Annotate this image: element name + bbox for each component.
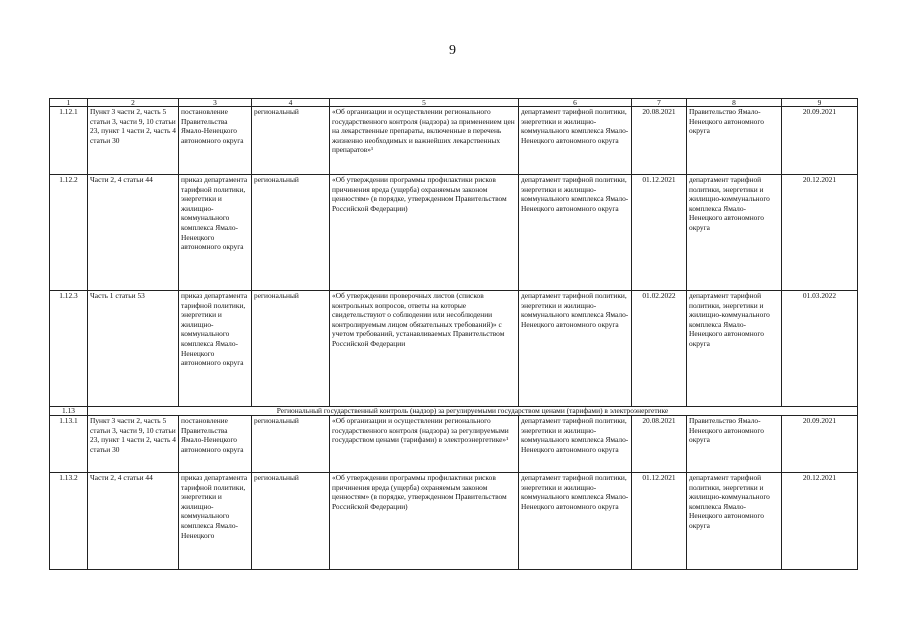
header-row: [50, 99, 858, 107]
submit-date: 01.12.2021: [632, 473, 687, 570]
table-row: [50, 107, 858, 175]
act-type: приказ департамента тарифной политики, энергетики и жилищно-коммунального комплекса Ямало-Ненецкого автономного округа: [179, 175, 252, 291]
approver: Правительство Ямало-Ненецкого автономного округа: [687, 107, 782, 175]
col-header: 1: [50, 99, 88, 107]
submit-date: 01.12.2021: [632, 175, 687, 291]
col-header: 6: [519, 99, 632, 107]
section-title: Региональный государственный контроль (надзор) за регулируемыми государством ценами (тарифами) в электроэнергетике: [88, 407, 858, 416]
act-title: «Об организации и осуществлении регионального государственного контроля (надзора) за применением цен на лекарственные препараты, включенные в перечень жизненно необходимых и важнейших лекарственных препаратов»¹: [330, 107, 519, 175]
row-number: 1.13.2: [50, 473, 88, 570]
legal-basis: Пункт 3 части 2, часть 5 статьи 3, части 9, 10 статьи 23, пункт 1 части 2, часть 4 статьи 30: [88, 416, 179, 473]
developer: департамент тарифной политики, энергетики и жилищно-коммунального комплекса Ямало-Ненецкого автономного округа: [519, 175, 632, 291]
adopt-date: 20.12.2021: [782, 473, 858, 570]
row-number: 1.12.1: [50, 107, 88, 175]
legal-basis: Части 2, 4 статьи 44: [88, 473, 179, 570]
legal-basis: Части 2, 4 статьи 44: [88, 175, 179, 291]
table-row: [50, 175, 858, 291]
approver: Правительство Ямало-Ненецкого автономного округа: [687, 416, 782, 473]
approver: департамент тарифной политики, энергетики и жилищно-коммунального комплекса Ямало-Ненецкого автономного округа: [687, 291, 782, 407]
regulation-table: [49, 98, 858, 570]
act-level: региональный: [252, 416, 330, 473]
legal-basis: Пункт 3 части 2, часть 5 статьи 3, части 9, 10 статьи 23, пункт 1 части 2, часть 4 статьи 30: [88, 107, 179, 175]
submit-date: 01.02.2022: [632, 291, 687, 407]
col-header: 4: [252, 99, 330, 107]
col-header: 8: [687, 99, 782, 107]
approver: департамент тарифной политики, энергетики и жилищно-коммунального комплекса Ямало-Ненецкого автономного округа: [687, 175, 782, 291]
act-title: «Об утверждении программы профилактики рисков причинения вреда (ущерба) охраняемым законом ценностям» (в порядке, утвержденном Правительством Российской Федерации): [330, 473, 519, 570]
act-type: приказ департамента тарифной политики, энергетики и жилищно-коммунального комплекса Ямало-Ненецкого автономного округа: [179, 291, 252, 407]
col-header: 3: [179, 99, 252, 107]
adopt-date: 01.03.2022: [782, 291, 858, 407]
col-header: 7: [632, 99, 687, 107]
row-number: 1.12.3: [50, 291, 88, 407]
table-row: [50, 473, 858, 570]
legal-basis: Часть 1 статьи 53: [88, 291, 179, 407]
table-row: [50, 291, 858, 407]
row-number: 1.12.2: [50, 175, 88, 291]
act-title: «Об утверждении проверочных листов (списков контрольных вопросов, ответы на которые свидетельствуют о соблюдении или несоблюдении контролируемым лицом обязательных требований)» с учетом требований, устанавливаемых Правительством Российской Федерации: [330, 291, 519, 407]
submit-date: 20.08.2021: [632, 107, 687, 175]
act-level: региональный: [252, 107, 330, 175]
developer: департамент тарифной политики, энергетики и жилищно-коммунального комплекса Ямало-Ненецкого автономного округа: [519, 107, 632, 175]
col-header: 9: [782, 99, 858, 107]
developer: департамент тарифной политики, энергетики и жилищно-коммунального комплекса Ямало-Ненецкого автономного округа: [519, 416, 632, 473]
act-level: региональный: [252, 291, 330, 407]
section-row: [50, 407, 858, 416]
adopt-date: 20.12.2021: [782, 175, 858, 291]
table-row: [50, 416, 858, 473]
act-type: постановление Правительства Ямало-Ненецкого автономного округа: [179, 416, 252, 473]
row-number: 1.13.1: [50, 416, 88, 473]
submit-date: 20.08.2021: [632, 416, 687, 473]
act-title: «Об организации и осуществлении регионального государственного контроля (надзора) за регулируемыми государством ценами (тарифами) в электроэнергетике»¹: [330, 416, 519, 473]
section-number: 1.13: [50, 407, 88, 416]
approver: департамент тарифной политики, энергетики и жилищно-коммунального комплекса Ямало-Ненецкого автономного округа: [687, 473, 782, 570]
act-level: региональный: [252, 175, 330, 291]
col-header: 5: [330, 99, 519, 107]
adopt-date: 20.09.2021: [782, 107, 858, 175]
act-type: приказ департамента тарифной политики, энергетики и жилищно-коммунального комплекса Ямало-Ненецкого: [179, 473, 252, 570]
col-header: 2: [88, 99, 179, 107]
act-type: постановление Правительства Ямало-Ненецкого автономного округа: [179, 107, 252, 175]
act-level: региональный: [252, 473, 330, 570]
act-title: «Об утверждении программы профилактики рисков причинения вреда (ущерба) охраняемым законом ценностям» (в порядке, утвержденном Правительством Российской Федерации): [330, 175, 519, 291]
page-number: 9: [449, 43, 456, 58]
developer: департамент тарифной политики, энергетики и жилищно-коммунального комплекса Ямало-Ненецкого автономного округа: [519, 473, 632, 570]
developer: департамент тарифной политики, энергетики и жилищно-коммунального комплекса Ямало-Ненецкого автономного округа: [519, 291, 632, 407]
adopt-date: 20.09.2021: [782, 416, 858, 473]
